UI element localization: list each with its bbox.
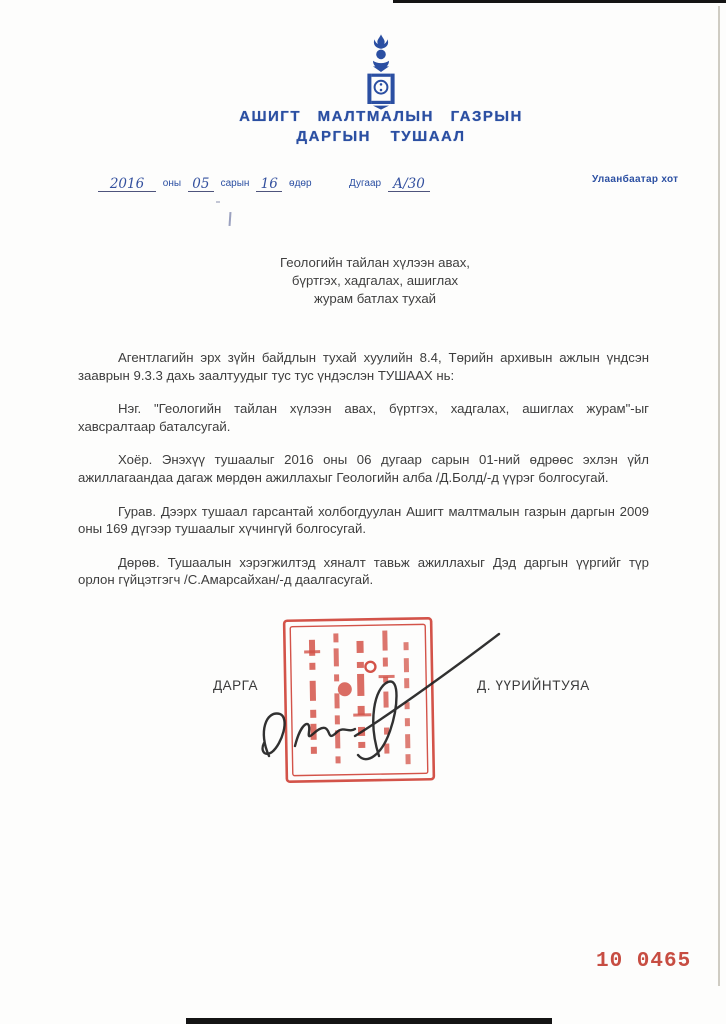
org-name: АШИГТ МАЛТМАЛЫН ГАЗРЫН xyxy=(239,108,523,125)
date-row xyxy=(0,170,726,196)
signature-ink xyxy=(245,626,505,774)
paragraph-item-4: Дөрөв. Тушаалын хэрэгжилтэд хяналт тавьж ажиллахыг Дэд даргын үүргийг түр орлон гүйцэтгэгч /С.Амарсайхан/-д даалгасугай. xyxy=(78,554,649,588)
handwritten-month: 05 xyxy=(188,178,214,192)
page-number-stamp: 10 0465 xyxy=(596,950,692,973)
document-number-field xyxy=(345,176,430,190)
document-type-title: ДАРГЫН ТУШААЛ xyxy=(296,128,466,145)
handwritten-year: 2016 xyxy=(98,178,156,192)
body-text xyxy=(78,349,649,605)
subject-block xyxy=(25,254,725,308)
pen-mark xyxy=(229,212,232,226)
scan-artifact-bottom-bar xyxy=(186,1018,552,1024)
number-label: Дугаар xyxy=(349,178,382,189)
subject-line: бүртгэх, хадгалах, ашиглах xyxy=(291,273,459,288)
subject-line: журам батлах тухай xyxy=(313,291,437,306)
month-label: сарын xyxy=(220,178,250,189)
handwritten-day: 16 xyxy=(256,178,282,192)
paragraph-item-2: Хоёр. Энэхүү тушаалыг 2016 оны 06 дугаар сарын 01-ний өдрөөс эхлэн үйл ажиллагаандаа дагаж мөрдөн ажиллахыг Геологийн алба /Д.Болд/-д үүрэг болгосугай. xyxy=(78,452,649,485)
org-header xyxy=(31,108,726,145)
scan-artifact-top-line xyxy=(393,0,726,3)
subject-line: Геологийн тайлан хүлээн авах, xyxy=(280,255,470,270)
signer-title: ДАРГА xyxy=(213,678,259,693)
signer-name: Д. ҮҮРИЙНТУЯА xyxy=(477,678,590,693)
date-fields xyxy=(98,176,316,190)
year-label: оны xyxy=(162,178,182,189)
paragraph-item-3: Гурав. Дээрх тушаал гарсантай холбогдуулан Ашигт малтмалын газрын даргын 2009 оны 169 дүгээр тушаалыг хүчингүй болгосугай. xyxy=(78,503,649,537)
soyombo-emblem-icon xyxy=(357,34,405,110)
paragraph-preamble: Агентлагийн эрх зүйн байдлын тухай хуулийн 8.4, Төрийн архивын ажлын үндсэн зааврын 9.3.3 дахь заалтуудыг тус тус үндэслэн ТУШААХ нь: xyxy=(78,350,649,383)
scan-artifact-right-line xyxy=(718,6,720,986)
day-label: өдөр xyxy=(289,178,312,189)
city-label: Улаанбаатар хот xyxy=(592,174,679,185)
paragraph-item-1: Нэг. "Геологийн тайлан хүлээн авах, бүртгэх, хадгалах, ашиглах журам"-ыг хавсралтаар баталсугай. xyxy=(78,401,649,434)
handwritten-number: А/30 xyxy=(388,178,430,192)
pen-mark-dot xyxy=(216,201,220,203)
